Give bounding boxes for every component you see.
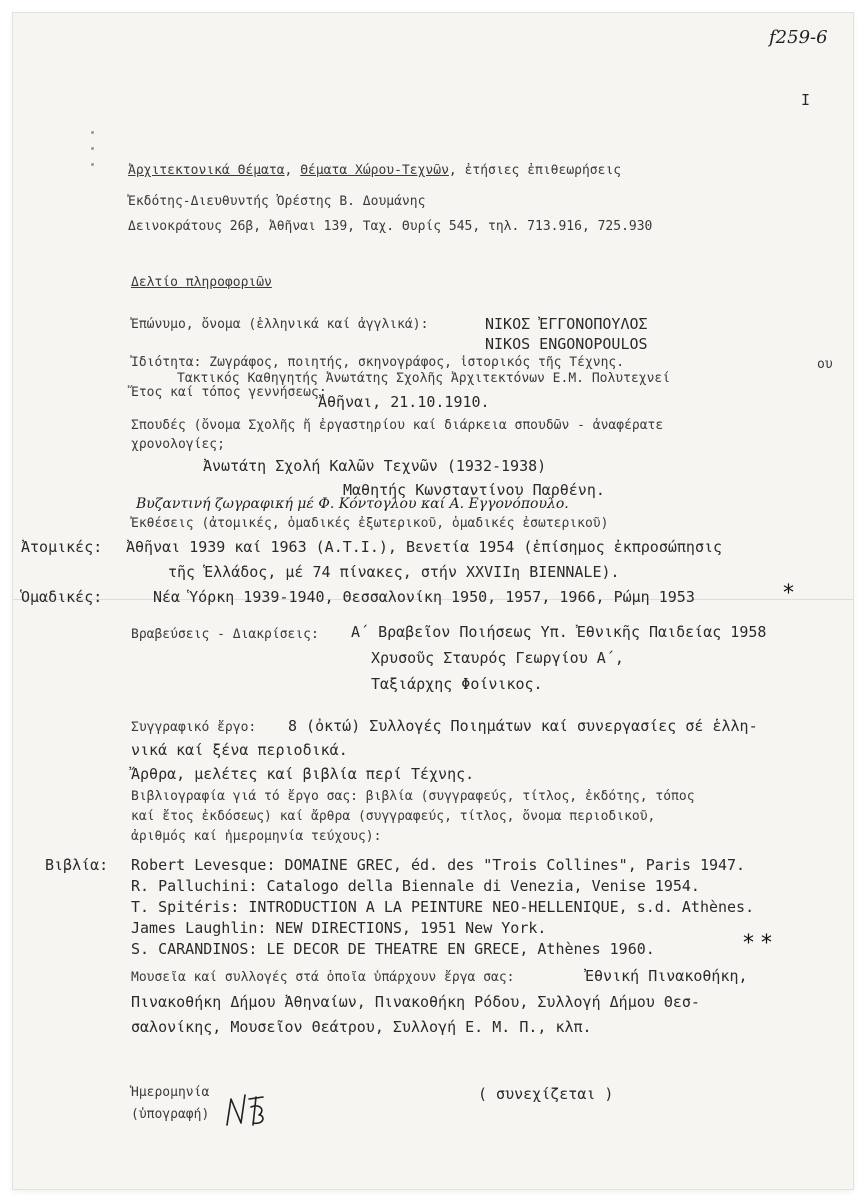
birth-value: Ἀθῆναι, 21.10.1910. — [318, 393, 490, 411]
punch-mark — [91, 131, 94, 134]
museums-line-2: Πινακοθήκη Δήμου Ἀθηναίων, Πινακοθήκη Ρόδου, Συλλογή Δήμου Θεσ- — [131, 993, 700, 1011]
awards-line-2: Χρυσοῦς Σταυρός Γεωργίου Α΄, — [371, 649, 624, 667]
signature-label: (ὑπογραφή) — [131, 1107, 210, 1122]
studies-label-2: χρονολογίες; — [131, 437, 225, 452]
writings-line-1: 8 (ὀκτώ) Συλλογές Ποιημάτων καί συνεργασίες σέ ἑλλη- — [288, 717, 758, 735]
exhibitions-label: Ἐκθέσεις (ἀτομικές, ὁμαδικές ἐξωτερικοῦ, ὁμαδικές ἐσωτερικοῦ) — [131, 516, 609, 531]
header-line-1 — [128, 163, 621, 178]
surname-greek: ΝΙΚΟΣ ἘΓΓΟΝΟΠΟΥΛΟΣ — [485, 315, 648, 333]
awards-line-1: Α΄ Βραβεῖον Ποιήσεως Υπ. Ἐθνικῆς Παιδείας 1958 — [351, 623, 767, 641]
archive-reference: f259-6 — [769, 27, 828, 48]
punch-mark — [91, 163, 94, 166]
date-label: Ἡμερομηνία — [131, 1085, 210, 1100]
museums-label: Μουσεῖα καί συλλογές στά ὁποῖα ὑπάρχουν ἔργα σας: — [131, 970, 515, 985]
studies-handwritten-note: Βυζαντινή ζωγραφική μέ Φ. Κόντογλου καί Α. Εγγονόπουλο. — [136, 496, 569, 512]
studies-school: Ἀνωτάτη Σχολή Καλῶν Τεχνῶν (1932-1938) — [203, 457, 547, 475]
awards-line-3: Ταξιάρχης Φοίνικος. — [371, 675, 543, 693]
surname-label: Ἐπώνυμο, ὄνομα (ἑλληνικά καί ἀγγλικά): — [131, 317, 429, 332]
header-publisher: Ἐκδότης-Διευθυντής Ὀρέστης Β. Δουμάνης — [128, 194, 426, 209]
profession-line-2: Τακτικός Καθηγητής Ἀνωτάτης Σχολῆς Ἀρχιτεκτόνων Ε.Μ. Πολυτεχνεί — [177, 371, 671, 386]
bibliography-label-3: ἀριθμός καί ἡμερομηνία τεύχους): — [131, 829, 382, 844]
profession-line-1: Ἰδιότητα: Ζωγράφος, ποιητής, σκηνογράφος, ἱστορικός τῆς Τέχνης. — [131, 355, 625, 370]
bibliography-label-1: Βιβλιογραφία γιά τό ἔργο σας: βιβλία (συγγραφεύς, τίτλος, ἐκδότης, τόπος — [131, 789, 695, 804]
surname-latin: NIKOS ENGONOPOULOS — [485, 335, 648, 353]
profession-line-2-end: ου — [817, 357, 833, 372]
awards-label: Βραβεύσεις - Διακρίσεις: — [131, 627, 319, 642]
punch-mark — [91, 147, 94, 150]
document-page — [13, 13, 853, 1189]
group-exhibitions-line: Νέα Ὑόρκη 1939-1940, Θεσσαλονίκη 1950, 1957, 1966, Ρώμη 1953 — [153, 588, 695, 606]
asterisk-marks: * * — [743, 931, 772, 956]
studies-label-1: Σπουδές (ὄνομα Σχολῆς ἤ ἐργαστηρίου καί διάρκεια σπουδῶν - ἀναφέρατε — [131, 418, 664, 433]
museums-line-1: Ἐθνική Πινακοθήκη, — [585, 967, 748, 985]
form-title: Δελτίο πληροφοριῶν — [131, 275, 272, 290]
header-separator: , — [284, 163, 301, 178]
solo-exhibitions-label: Ἀτομικές: — [21, 538, 103, 556]
studies-teacher: Μαθητής Κωνσταντίνου Παρθένη. — [343, 481, 605, 499]
solo-exhibitions-line-2: τῆς Ἑλλάδος, μέ 74 πίνακες, στήν XXVIIη BIENNALE). — [168, 563, 620, 581]
bibliography-entry: James Laughlin: NEW DIRECTIONS, 1951 New York. — [131, 919, 547, 937]
birth-label: Ἔτος καί τόπος γεννήσεως: — [131, 385, 327, 400]
handwritten-signature — [223, 1085, 269, 1131]
bibliography-label-2: καί ἔτος ἐκδόσεως) καί ἄρθρα (συγγραφεύς, τίτλος, ὄνομα περιοδικοῦ, — [131, 809, 656, 824]
bibliography-entry: S. CARANDINOS: LE DECOR DE THEATRE EN GRECE, Athènes 1960. — [131, 940, 655, 958]
writings-line-2: νικά καί ξένα περιοδικά. — [131, 741, 348, 759]
bibliography-entry: R. Palluchini: Catalogo della Biennale di Venezia, Venise 1954. — [131, 877, 700, 895]
bibliography-entry: Robert Levesque: DOMAINE GREC, éd. des "Trois Collines", Paris 1947. — [131, 856, 746, 874]
header-subtitle: , ἐτήσιες ἐπιθεωρήσεις — [448, 163, 622, 178]
header-address: Δεινοκράτους 26β, Ἀθῆναι 139, Ταχ. Θυρίς 545, τηλ. 713.916, 725.930 — [128, 219, 653, 234]
header-magazine-title-1: Ἀρχιτεκτονικά Θέματα — [128, 163, 285, 178]
page-number: I — [801, 91, 811, 109]
writings-line-3: Ἄρθρα, μελέτες καί βιβλία περί Τέχνης. — [131, 765, 475, 783]
asterisk-mark: * — [783, 581, 794, 606]
books-label: Βιβλία: — [45, 856, 109, 874]
continued-note: ( συνεχίζεται ) — [478, 1085, 614, 1103]
header-magazine-title-2: Θέματα Χώρου-Τεχνῶν — [300, 163, 449, 178]
bibliography-entry: T. Spitéris: INTRODUCTION A LA PEINTURE NEO-HELLENIQUE, s.d. Athènes. — [131, 898, 755, 916]
writings-label: Συγγραφικό ἔργο: — [131, 720, 257, 735]
solo-exhibitions-line-1: Ἀθῆναι 1939 καί 1963 (Α.Τ.Ι.), Βενετία 1954 (ἐπίσημος ἐκπροσώπησις — [126, 538, 723, 556]
group-exhibitions-label: Ὁμαδικές: — [21, 588, 103, 606]
museums-line-3: σαλονίκης, Μουσεῖον Θεάτρου, Συλλογή Ε. Μ. Π., κλπ. — [131, 1018, 592, 1036]
